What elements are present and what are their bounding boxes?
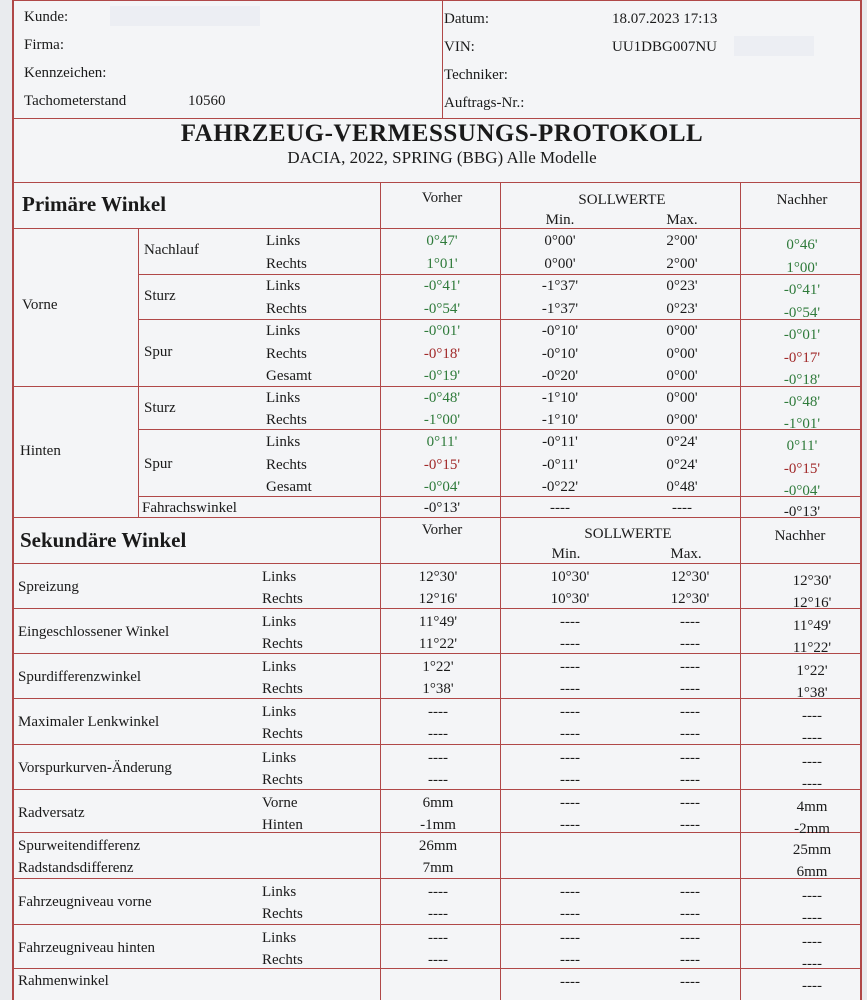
col-min-2: Min. (551, 546, 581, 562)
value-min: ---- (560, 974, 580, 990)
value-nachher: -2mm (794, 821, 830, 837)
row-side-label: Links (262, 750, 297, 766)
row-group-label: Spur (144, 456, 173, 472)
value-nachher: -0°04' (783, 483, 821, 499)
divider (138, 429, 860, 430)
value-vorher: 12°30' (418, 569, 458, 585)
value-max: 2°00' (666, 233, 698, 249)
divider (14, 789, 860, 790)
value-max: ---- (680, 659, 700, 675)
value-max: 2°00' (666, 256, 698, 272)
row-label-radstandsdifferenz: Radstandsdifferenz (18, 860, 134, 876)
value-min: -0°22' (541, 479, 579, 495)
value-min: ---- (560, 659, 580, 675)
row-label: Maximaler Lenkwinkel (18, 714, 160, 730)
value-max: ---- (680, 772, 700, 788)
value-min: ---- (560, 726, 580, 742)
value-min: -0°20' (541, 368, 579, 384)
value-min: ---- (560, 681, 580, 697)
divider (380, 182, 381, 517)
divider (14, 924, 860, 925)
value-nachher: 4mm (796, 799, 828, 815)
value-max: 12°30' (670, 569, 710, 585)
value-vorher: -0°18' (423, 346, 461, 362)
col-nachher: Nachher (776, 192, 828, 208)
row-side-label: Gesamt (266, 479, 312, 495)
value-nachher: ---- (802, 754, 822, 770)
group-label-hinten: Hinten (20, 443, 61, 459)
row-side-label: Rechts (262, 636, 303, 652)
divider (138, 496, 860, 497)
value-min: ---- (560, 750, 580, 766)
row-label: Eingeschlossener Winkel (18, 624, 170, 640)
value-vorher: 12°16' (418, 591, 458, 607)
value-nachher: -0°54' (783, 305, 821, 321)
row-side-label: Rechts (262, 952, 303, 968)
page-subtitle: DACIA, 2022, SPRING (BBG) Alle Modelle (287, 148, 597, 167)
value-vorher: -1°00' (423, 412, 461, 428)
row-group-label: Sturz (144, 288, 176, 304)
row-side-label: Rechts (262, 772, 303, 788)
row-side-label: Rechts (266, 256, 307, 272)
value-vorher: 26mm (418, 838, 458, 854)
row-side-label: Rechts (262, 591, 303, 607)
value-nachher: 25mm (792, 842, 832, 858)
value-nachher: 11°22' (792, 640, 832, 656)
group-label-vorne: Vorne (22, 297, 58, 313)
value-nachher: ---- (802, 956, 822, 972)
techniker-label: Techniker: (444, 67, 508, 83)
divider (14, 386, 138, 387)
row-label: Vorspurkurven-Änderung (18, 760, 172, 776)
row-group-label: Nachlauf (144, 242, 199, 258)
row-side-label: Rechts (266, 457, 307, 473)
value-nachher: ---- (802, 708, 822, 724)
divider (14, 228, 860, 229)
firma-label: Firma: (24, 37, 64, 53)
value-vorher: -0°48' (423, 390, 461, 406)
value-vorher: -0°01' (423, 323, 461, 339)
tacho-label: Tachometerstand (24, 93, 127, 109)
value-nachher: -0°13' (783, 504, 821, 520)
value-vorher: ---- (428, 952, 448, 968)
row-side-label: Links (262, 614, 297, 630)
value-max: ---- (680, 750, 700, 766)
value-max: ---- (680, 681, 700, 697)
value-nachher: -0°17' (783, 350, 821, 366)
row-side-label: Links (262, 930, 297, 946)
value-min: ---- (560, 884, 580, 900)
value-nachher: 1°38' (796, 685, 828, 701)
divider (14, 517, 860, 518)
divider (138, 228, 139, 517)
divider (138, 319, 860, 320)
row-label-spurweitendifferenz: Spurweitendifferenz (18, 838, 141, 854)
value-vorher: 1°01' (426, 256, 458, 272)
value-nachher: ---- (802, 776, 822, 792)
value-vorher: -1mm (420, 817, 456, 833)
value-nachher: 0°46' (786, 237, 818, 253)
page-title: FAHRZEUG-VERMESSUNGS-PROTOKOLL (180, 120, 704, 147)
value-max: ---- (680, 704, 700, 720)
value-max: 0°24' (666, 434, 698, 450)
value-vorher: 1°38' (422, 681, 454, 697)
value-min: -1°37' (541, 301, 579, 317)
value-nachher: ---- (802, 888, 822, 904)
value-vorher: -0°13' (423, 500, 461, 516)
row-label: Fahrzeugniveau vorne (18, 894, 152, 910)
divider (14, 563, 860, 564)
row-side-label: Links (262, 659, 297, 675)
value-nachher: 12°30' (792, 573, 832, 589)
row-side-label: Rechts (262, 726, 303, 742)
value-max: 0°24' (666, 457, 698, 473)
redacted-field (110, 6, 260, 26)
row-side-label: Links (266, 233, 301, 249)
divider (138, 274, 860, 275)
col-min: Min. (545, 212, 575, 228)
col-max: Max. (666, 212, 698, 228)
row-side-label: Rechts (266, 346, 307, 362)
row-label-rahmenwinkel: Rahmenwinkel (18, 973, 109, 989)
row-side-label: Rechts (266, 301, 307, 317)
tacho-value: 10560 (188, 93, 226, 109)
value-max: 0°00' (666, 412, 698, 428)
value-max: 0°23' (666, 278, 698, 294)
row-group-label: Spur (144, 344, 173, 360)
vin-value: UU1DBG007NU (612, 39, 717, 55)
row-side-label: Links (262, 884, 297, 900)
value-min: -0°11' (542, 457, 578, 473)
row-label: Spreizung (18, 579, 79, 595)
divider (14, 0, 860, 1)
redacted-field (734, 36, 814, 56)
value-max: 0°00' (666, 390, 698, 406)
value-min: 0°00' (544, 256, 576, 272)
value-nachher: 11°49' (792, 618, 832, 634)
value-min: ---- (560, 704, 580, 720)
row-side-label: Links (266, 434, 301, 450)
value-min: -0°10' (541, 346, 579, 362)
value-max: 0°23' (666, 301, 698, 317)
col-nachher-2: Nachher (774, 528, 826, 544)
value-min: 10°30' (550, 591, 590, 607)
datum-value: 18.07.2023 17:13 (612, 11, 718, 27)
value-max: 0°00' (666, 368, 698, 384)
row-side-label: Links (266, 390, 301, 406)
value-vorher: 7mm (422, 860, 454, 876)
col-max-2: Max. (670, 546, 702, 562)
value-nachher: 1°00' (786, 260, 818, 276)
divider (380, 517, 381, 1000)
row-label: Radversatz (18, 805, 85, 821)
kunde-label: Kunde: (24, 9, 69, 25)
value-max: ---- (680, 817, 700, 833)
value-min: -0°11' (542, 434, 578, 450)
value-vorher: -0°54' (423, 301, 461, 317)
value-nachher: 12°16' (792, 595, 832, 611)
value-max: 0°00' (666, 346, 698, 362)
auftrag-label: Auftrags-Nr.: (444, 95, 525, 111)
col-vorher: Vorher (421, 190, 463, 206)
col-sollwerte-2: SOLLWERTE (584, 526, 672, 542)
value-min: -0°10' (541, 323, 579, 339)
value-min: ---- (560, 930, 580, 946)
value-nachher: ---- (802, 730, 822, 746)
value-min: -1°10' (541, 412, 579, 428)
value-max: ---- (680, 726, 700, 742)
value-min: 10°30' (550, 569, 590, 585)
divider (14, 653, 860, 654)
divider (442, 0, 443, 118)
vin-label: VIN: (444, 39, 475, 55)
divider (14, 182, 860, 183)
row-label: Fahrzeugniveau hinten (18, 940, 156, 956)
value-min: -1°10' (541, 390, 579, 406)
divider (14, 118, 860, 119)
value-vorher: 0°11' (426, 434, 458, 450)
divider (500, 517, 501, 1000)
col-vorher-2: Vorher (421, 522, 463, 538)
value-nachher: -0°15' (783, 461, 821, 477)
row-side-label: Rechts (266, 412, 307, 428)
value-max: ---- (680, 614, 700, 630)
row-side-label: Hinten (262, 817, 303, 833)
value-vorher: ---- (428, 704, 448, 720)
value-min: ---- (560, 614, 580, 630)
value-nachher: -0°41' (783, 282, 821, 298)
divider (14, 878, 860, 879)
value-min: -1°37' (541, 278, 579, 294)
value-vorher: 1°22' (422, 659, 454, 675)
value-nachher: -0°18' (783, 372, 821, 388)
divider (14, 608, 860, 609)
value-nachher: 0°11' (786, 438, 818, 454)
value-max: ---- (680, 884, 700, 900)
value-vorher: 11°49' (418, 614, 458, 630)
value-max: ---- (680, 930, 700, 946)
value-vorher: ---- (428, 884, 448, 900)
kennzeichen-label: Kennzeichen: (24, 65, 107, 81)
primary-section-title: Primäre Winkel (22, 192, 167, 216)
row-side-label: Links (262, 569, 297, 585)
value-nachher: ---- (802, 910, 822, 926)
value-min: ---- (560, 636, 580, 652)
value-vorher: 6mm (422, 795, 454, 811)
value-nachher: -0°01' (783, 327, 821, 343)
value-max: ---- (680, 795, 700, 811)
value-max: ---- (672, 500, 692, 516)
value-min: ---- (560, 906, 580, 922)
value-nachher: 1°22' (796, 663, 828, 679)
divider (740, 182, 741, 517)
value-max: ---- (680, 974, 700, 990)
row-side-label: Gesamt (266, 368, 312, 384)
value-max: ---- (680, 636, 700, 652)
value-max: ---- (680, 906, 700, 922)
value-vorher: 11°22' (418, 636, 458, 652)
row-side-label: Links (262, 704, 297, 720)
value-min: ---- (560, 952, 580, 968)
divider (500, 182, 501, 517)
value-max: ---- (680, 952, 700, 968)
col-sollwerte: SOLLWERTE (578, 192, 666, 208)
divider (14, 698, 860, 699)
protocol-sheet (12, 0, 862, 1000)
value-vorher: ---- (428, 726, 448, 742)
divider (740, 517, 741, 1000)
row-group-label: Sturz (144, 400, 176, 416)
value-max: 0°48' (666, 479, 698, 495)
value-vorher: -0°41' (423, 278, 461, 294)
row-side-label: Rechts (262, 906, 303, 922)
value-nachher: ---- (802, 978, 822, 994)
datum-label: Datum: (444, 11, 489, 27)
value-max: 0°00' (666, 323, 698, 339)
row-label-fahrachswinkel: Fahrachswinkel (142, 500, 237, 516)
divider (138, 386, 860, 387)
divider (14, 744, 860, 745)
row-side-label: Links (266, 278, 301, 294)
value-vorher: ---- (428, 750, 448, 766)
value-vorher: ---- (428, 930, 448, 946)
value-min: ---- (550, 500, 570, 516)
secondary-section-title: Sekundäre Winkel (20, 528, 187, 552)
value-min: ---- (560, 772, 580, 788)
value-vorher: -0°15' (423, 457, 461, 473)
row-side-label: Links (266, 323, 301, 339)
value-vorher: ---- (428, 772, 448, 788)
value-vorher: 0°47' (426, 233, 458, 249)
value-nachher: 6mm (796, 864, 828, 880)
value-min: ---- (560, 795, 580, 811)
value-nachher: -0°48' (783, 394, 821, 410)
row-side-label: Rechts (262, 681, 303, 697)
value-nachher: -1°01' (783, 416, 821, 432)
value-min: 0°00' (544, 233, 576, 249)
value-vorher: -0°04' (423, 479, 461, 495)
row-label: Spurdifferenzwinkel (18, 669, 142, 685)
value-min: ---- (560, 817, 580, 833)
row-side-label: Vorne (262, 795, 298, 811)
value-max: 12°30' (670, 591, 710, 607)
value-vorher: ---- (428, 906, 448, 922)
value-nachher: ---- (802, 934, 822, 950)
value-vorher: -0°19' (423, 368, 461, 384)
